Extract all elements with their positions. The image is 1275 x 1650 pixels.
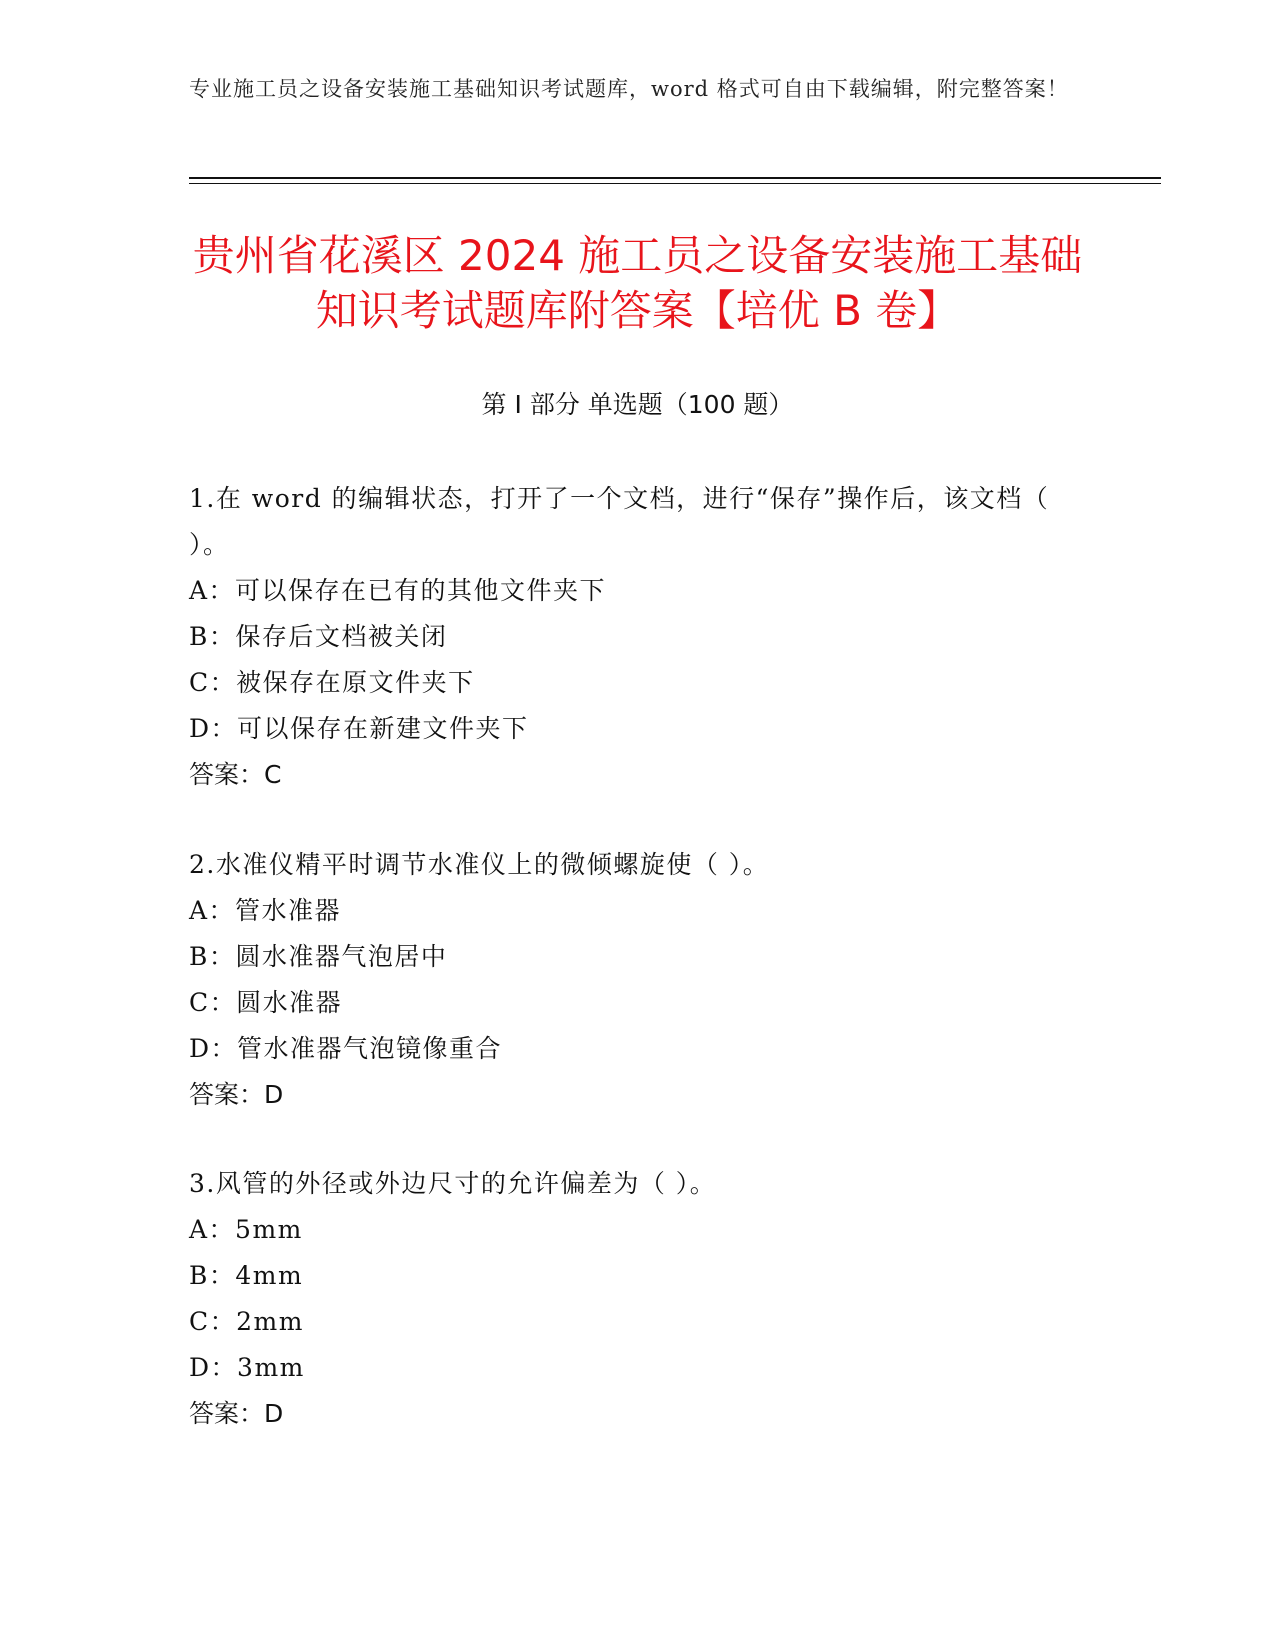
section-title: 第 I 部分 单选题（100 题） bbox=[481, 390, 794, 419]
option-c: C：圆水准器 bbox=[189, 988, 343, 1017]
option-a: A：可以保存在已有的其他文件夹下 bbox=[189, 576, 607, 605]
option-d: D：管水准器气泡镜像重合 bbox=[189, 1034, 503, 1063]
answer-line: 答案：D bbox=[189, 1080, 284, 1109]
option-d: D：可以保存在新建文件夹下 bbox=[189, 714, 529, 743]
document-title: 贵州省花溪区 2024 施工员之设备安装施工基础知识考试题库附答案【培优 B 卷】 bbox=[192, 231, 1083, 335]
option-c: C：2mm bbox=[189, 1307, 304, 1336]
header-divider-thick bbox=[189, 177, 1161, 179]
option-a: A：管水准器 bbox=[189, 896, 342, 925]
question-stem: 2.水准仪精平时调节水准仪上的微倾螺旋使（ ）。 bbox=[189, 850, 770, 879]
answer-line: 答案：D bbox=[189, 1399, 284, 1428]
question-2 bbox=[189, 842, 1089, 1118]
option-a: A：5mm bbox=[189, 1215, 303, 1244]
answer-line: 答案：C bbox=[189, 760, 282, 789]
question-stem: 3.风管的外径或外边尺寸的允许偏差为（ ）。 bbox=[189, 1169, 717, 1198]
header-divider-thin bbox=[189, 183, 1161, 184]
option-b: B：圆水准器气泡居中 bbox=[189, 942, 448, 971]
option-c: C：被保存在原文件夹下 bbox=[189, 668, 475, 697]
question-1 bbox=[189, 476, 1089, 798]
option-b: B：4mm bbox=[189, 1261, 304, 1290]
header-note: 专业施工员之设备安装施工基础知识考试题库，word 格式可自由下载编辑，附完整答案！ bbox=[189, 77, 1069, 101]
option-b: B：保存后文档被关闭 bbox=[189, 622, 448, 651]
question-stem: 1.在 word 的编辑状态，打开了一个文档，进行“保存”操作后，该文档（ ）。 bbox=[189, 484, 1050, 559]
option-d: D：3mm bbox=[189, 1353, 305, 1382]
question-3 bbox=[189, 1161, 1089, 1437]
